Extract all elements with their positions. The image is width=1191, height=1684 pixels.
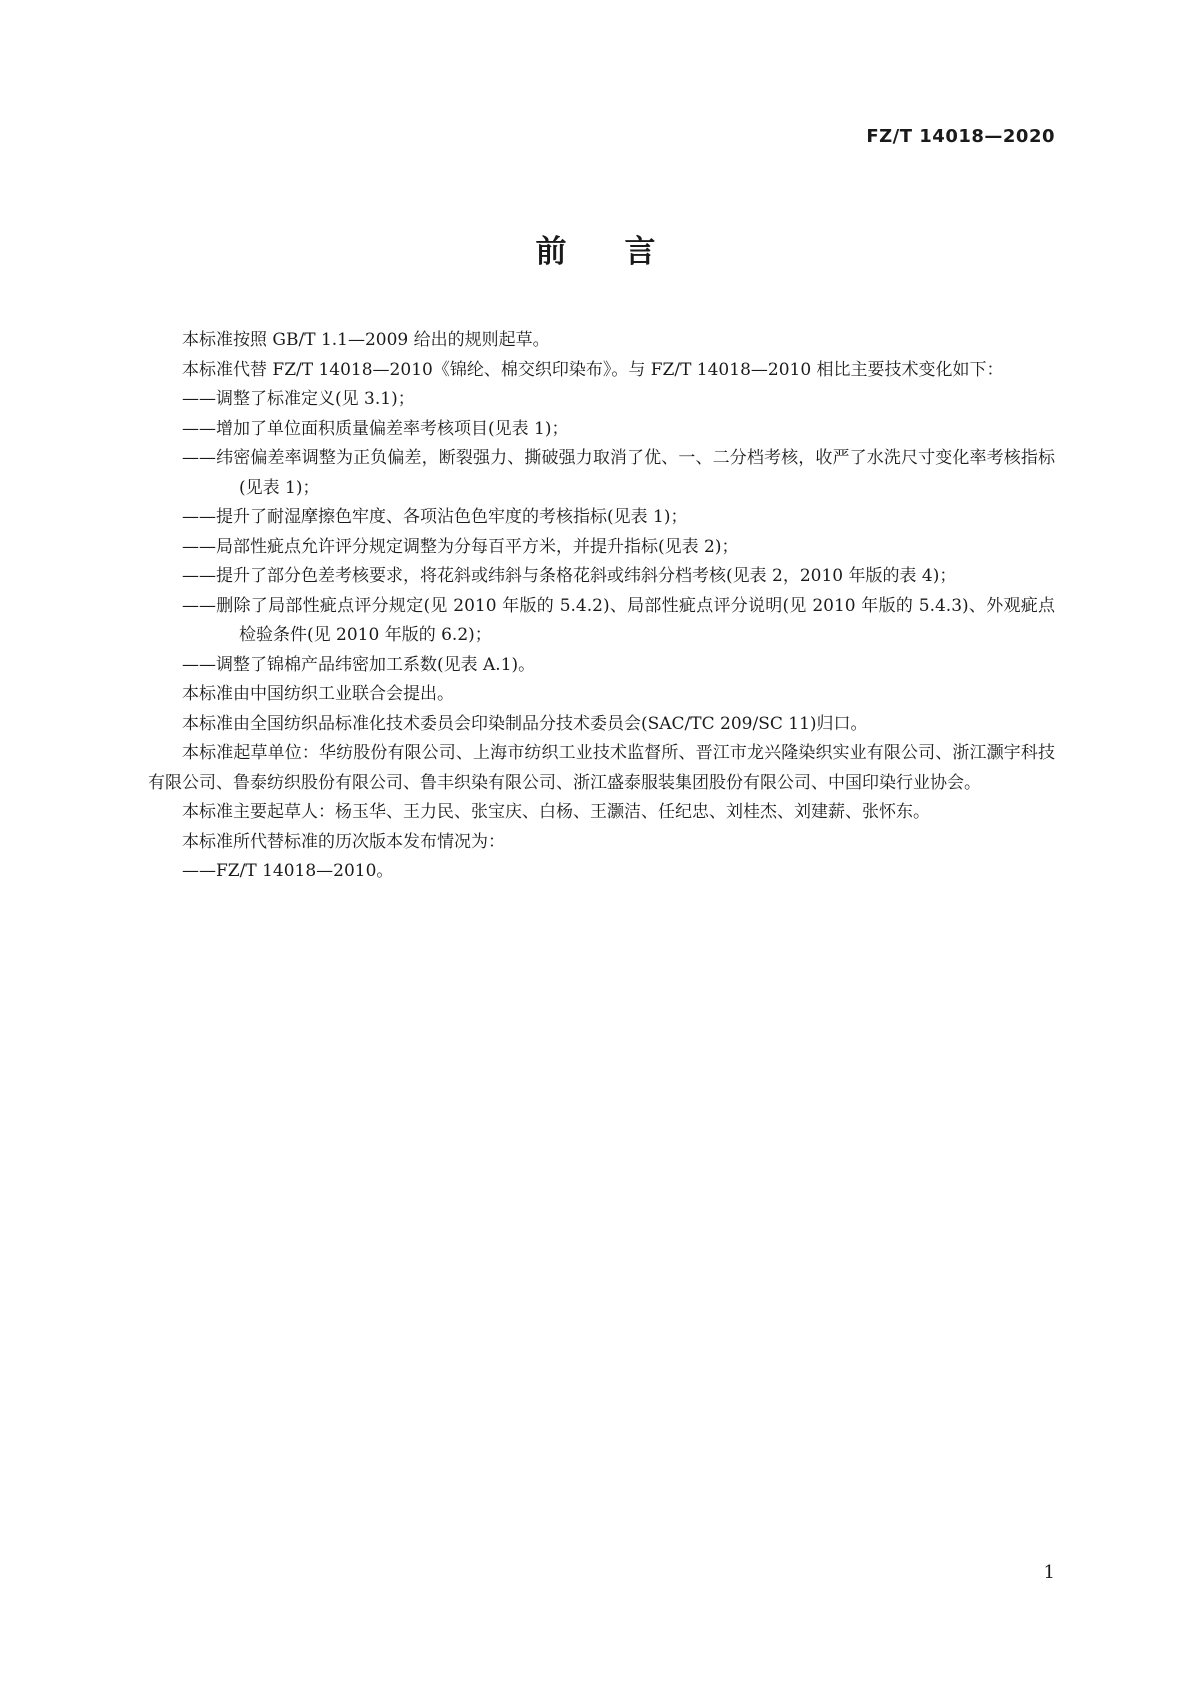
replacement-paragraph: 本标准代替 FZ/T 14018—2010《锦纶、棉交织印染布》。与 FZ/T 14018—2010 相比主要技术变化如下： bbox=[182, 359, 1004, 380]
change-item: ——调整了标准定义(见 3.1)； bbox=[182, 389, 415, 409]
foreword-content bbox=[148, 326, 1055, 887]
history-intro-paragraph: 本标准所代替标准的历次版本发布情况为： bbox=[182, 831, 505, 852]
change-item: ——提升了耐湿摩擦色牢度、各项沾色色牢度的考核指标(见表 1)； bbox=[182, 507, 688, 527]
page-number: 1 bbox=[1043, 1562, 1055, 1583]
change-item: ——调整了锦棉产品纬密加工系数(见表 A.1)。 bbox=[182, 654, 536, 675]
change-item: ——纬密偏差率调整为正负偏差，断裂强力、撕破强力取消了优、一、二分档考核，收严了水洗尺寸变化率考核指标(见表 1)； bbox=[182, 448, 1055, 498]
change-item: ——局部性疵点允许评分规定调整为分每百平方米，并提升指标(见表 2)； bbox=[182, 536, 739, 557]
drafting-rule-paragraph: 本标准按照 GB/T 1.1—2009 给出的规则起草。 bbox=[182, 330, 550, 350]
history-item: ——FZ/T 14018—2010。 bbox=[182, 861, 394, 881]
drafting-units-paragraph: 本标准起草单位：华纺股份有限公司、上海市纺织工业技术监督所、晋江市龙兴隆染织实业有限公司、浙江灏宇科技有限公司、鲁泰纺织股份有限公司、鲁丰织染有限公司、浙江盛泰服装集团股份有限公司、中国印染行业协会。 bbox=[148, 743, 1055, 793]
drafters-paragraph: 本标准主要起草人：杨玉华、王力民、张宝庆、白杨、王灏洁、任纪忠、刘桂杰、刘建薪、张怀东。 bbox=[182, 802, 930, 822]
change-item: ——增加了单位面积质量偏差率考核项目(见表 1)； bbox=[182, 418, 569, 439]
change-item: ——提升了部分色差考核要求，将花斜或纬斜与条格花斜或纬斜分档考核(见表 2，2010 年版的表 4)； bbox=[182, 566, 957, 586]
committee-paragraph: 本标准由全国纺织品标准化技术委员会印染制品分技术委员会(SAC/TC 209/SC 11)归口。 bbox=[182, 713, 868, 734]
change-item: ——删除了局部性疵点评分规定(见 2010 年版的 5.4.2)、局部性疵点评分说明(见 2010 年版的 5.4.3)、外观疵点检验条件(见 2010 年版的 6.2)； bbox=[182, 595, 1055, 645]
page-title: 前言 bbox=[535, 234, 714, 270]
standard-code: FZ/T 14018—2020 bbox=[866, 126, 1055, 147]
proposer-paragraph: 本标准由中国纺织工业联合会提出。 bbox=[182, 684, 454, 704]
